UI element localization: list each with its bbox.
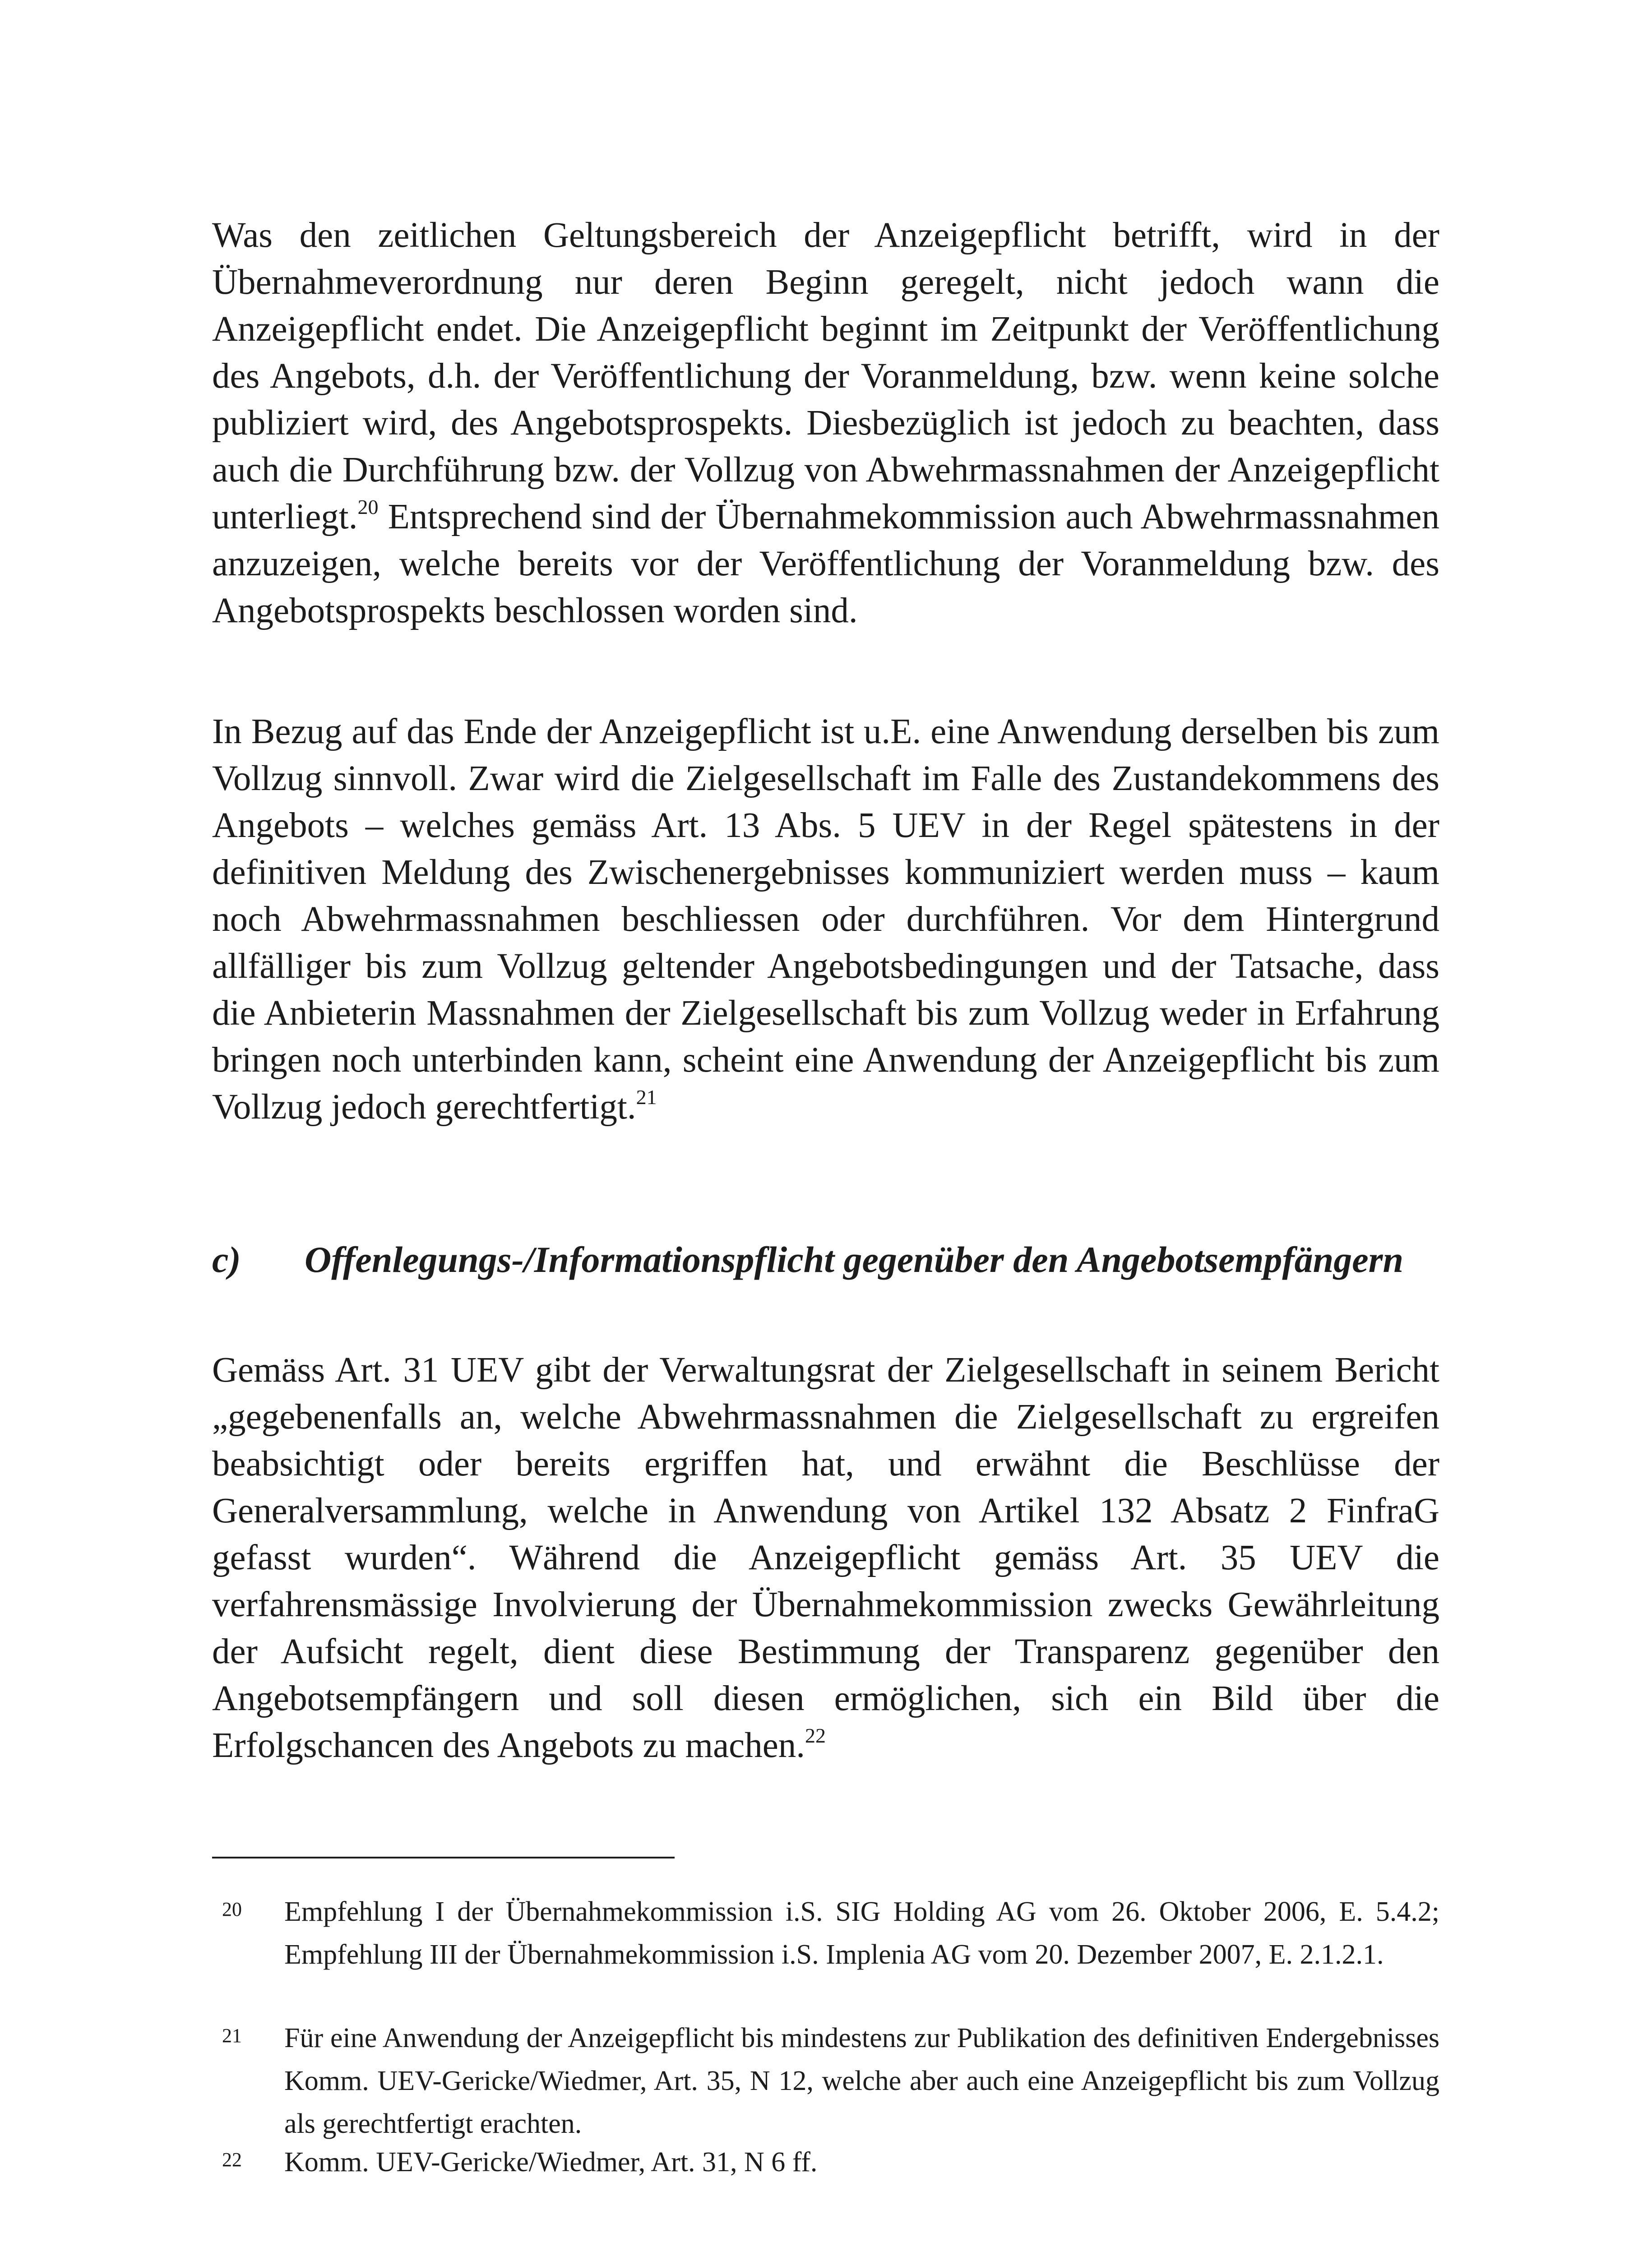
footnote-21 (212, 2017, 1439, 2145)
footnote-number: 20 (222, 1898, 242, 1920)
footnote-number: 21 (222, 2025, 242, 2047)
footnote-text: Komm. UEV-Gericke/Wiedmer, Art. 31, N 6 ff. (284, 2147, 818, 2177)
section-heading (212, 1236, 1439, 1283)
paragraph-1-text-continued: Entsprechend sind der Übernahmekommission auch Abwehrmassnahmen anzuzeigen, welche bereits vor der Veröffentlichung der Voranmeldung bzw. des Angebotsprospekts beschlossen worden sind. (212, 497, 1439, 630)
footnote-text: Empfehlung I der Übernahmekommission i.S. SIG Holding AG vom 26. Oktober 2006, E. 5.4.2; Empfehlung III der Übernahmekommission i.S. Implenia AG vom 20. Dezember 2007, E. 2.1.2.1. (284, 1896, 1439, 1970)
footnote-text: Für eine Anwendung der Anzeigepflicht bis mindestens zur Publikation des definitiven Endergebnisses Komm. UEV-Gericke/Wiedmer, Art. 35, N 12, welche aber auch eine Anzeigepflicht bis zum Vollzug als gerechtfertigt erachten. (284, 2023, 1439, 2139)
page-number (1381, 2254, 1439, 2256)
body-paragraph-3 (212, 1347, 1439, 1769)
footnote-separator (212, 1857, 675, 1858)
paragraph-3-text: Gemäss Art. 31 UEV gibt der Verwaltungsrat der Zielgesellschaft in seinem Bericht „gegebenenfalls an, welche Abwehrmassnahmen die Zielgesellschaft zu ergreifen beabsichtigt oder bereits ergriffen hat, und erwähnt die Beschlüsse der Generalversammlung, welche in Anwendung von Artikel 132 Absatz 2 FinfraG gefasst wurden“. Während die Anzeigepflicht gemäss Art. 35 UEV die verfahrensmässige Involvierung der Übernahmekommission zwecks Gewährleitung der Aufsicht regelt, dient diese Bestimmung der Transparenz gegenüber den Angebotsempfängern und soll diesen ermöglichen, sich ein Bild über die Erfolgschancen des Angebots zu machen. (212, 1350, 1439, 1765)
footnote-20 (212, 1891, 1439, 1976)
footnote-22 (212, 2141, 1439, 2184)
footnote-ref-21[interactable]: 21 (636, 1086, 657, 1109)
footnote-ref-20[interactable]: 20 (357, 495, 379, 518)
body-paragraph-1 (212, 212, 1439, 634)
paragraph-2-text: In Bezug auf das Ende der Anzeigepflicht ist u.E. eine Anwendung derselben bis zum Vollzug sinnvoll. Zwar wird die Zielgesellschaft im Falle des Zustandekommens des Angebots – welches gemäss Art. 13 Abs. 5 UEV in der Regel spätestens in der definitiven Meldung des Zwischenergebnisses kommuniziert werden muss – kaum noch Abwehrmassnahmen beschliessen oder durchführen. Vor dem Hintergrund allfälliger bis zum Vollzug geltender Angebotsbedingungen und der Tatsache, dass die Anbieterin Massnahmen der Zielgesellschaft bis zum Vollzug weder in Erfahrung bringen noch unterbinden kann, scheint eine Anwendung der Anzeigepflicht bis zum Vollzug jedoch gerechtfertigt. (212, 712, 1439, 1127)
section-heading-number: c) (212, 1239, 241, 1280)
footnote-number: 22 (222, 2149, 242, 2171)
section-heading-title: Offenlegungs-/Informationspflicht gegenüber den Angebotsempfängern (305, 1239, 1404, 1280)
footnote-ref-22[interactable]: 22 (805, 1724, 826, 1747)
paragraph-1-text: Was den zeitlichen Geltungsbereich der Anzeigepflicht betrifft, wird in der Übernahmeverordnung nur deren Beginn geregelt, nicht jedoch wann die Anzeigepflicht endet. Die Anzeigepflicht beginnt im Zeitpunkt der Veröffentlichung des Angebots, d.h. der Veröffentlichung der Voranmeldung, bzw. wenn keine solche publiziert wird, des Angebotsprospekts. Diesbezüglich ist jedoch zu beachten, dass auch die Durchführung bzw. der Vollzug von Abwehrmassnahmen der Anzeigepflicht unterliegt. (212, 216, 1439, 536)
body-paragraph-2 (212, 708, 1439, 1131)
